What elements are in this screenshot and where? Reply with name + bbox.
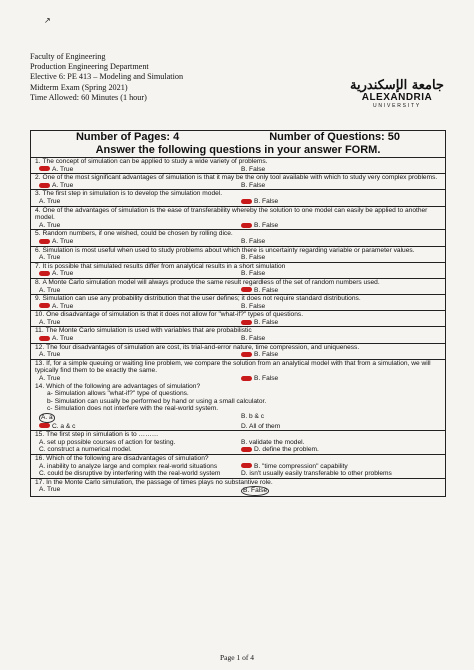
ink-mark — [241, 376, 252, 381]
header-line: Faculty of Engineering — [30, 52, 106, 61]
option-true: A. True — [52, 181, 74, 189]
question-11: 11. The Monte Carlo simulation is used with variables that are probabilistic A. True B. False — [31, 327, 445, 343]
option-false: B. False — [241, 335, 266, 343]
question-text: The first step in simulation is to ……… — [46, 431, 159, 439]
question-5: 5. Random numbers, if one wished, could be chosen by rolling dice. A. True B. False — [31, 230, 445, 246]
ink-mark — [39, 336, 50, 341]
selected-option: B. False — [243, 487, 268, 495]
option-false: B. False — [241, 181, 266, 189]
ink-mark — [39, 271, 50, 276]
question-10: 10. One disadvantage of simulation is that it does not allow for "what-if?" types of questions. A. True B. False — [31, 311, 445, 327]
question-text: Which of the following are disadvantages of simulation? — [46, 454, 209, 462]
ink-mark — [241, 463, 252, 468]
question-12: 12. The four disadvantages of simulation are cost, its trial-and-error nature, time compression, and uniqueness. A. True B. False — [31, 344, 445, 360]
question-13: 13. If, for a simple queuing or waiting line problem, we compare the solution from an analytical model with that from a simulation, we will typically find them to be exactly the same. A. True B. False — [35, 359, 431, 383]
question-16: 16. Which of the following are disadvantages of simulation? A. inability to analyze large and complex real-world situations B. "time compression" capability C. could be disruptive by interfering with the real-world system D. isn't usually easily transferable to other problems — [31, 455, 445, 479]
option: A. True — [39, 486, 61, 494]
logo-name: ALEXANDRIA — [361, 92, 433, 103]
question-15: 15. The first step in simulation is to ……… A. set up possible courses of action for testing. B. validate the model. C. construct a numerical model. D. define the problem. — [31, 431, 445, 455]
option-true: A. True — [39, 221, 61, 229]
option: B. validate the model. — [241, 438, 305, 446]
question-text: The first step in simulation is to develop the simulation model. — [42, 190, 223, 198]
exam-banner — [31, 131, 445, 158]
option-false: B. False — [241, 302, 266, 310]
header-line: Time Allowed: 60 Minutes (1 hour) — [30, 92, 147, 102]
page-footer: Page 1 of 4 — [220, 653, 254, 662]
instruction: Answer the following questions in your answer FORM. — [95, 144, 381, 156]
ink-mark — [39, 303, 50, 308]
logo-arabic: جامعة الإسكندرية — [350, 78, 444, 93]
ink-mark — [39, 239, 50, 244]
question-6: 6. Simulation is most useful when used to study problems about which there is uncertainty regarding variable or parameter values. A. True B. False — [31, 247, 445, 263]
q14-sub: c- Simulation does not interfere with the real-world system. — [47, 405, 219, 413]
option-false: B. False — [241, 165, 266, 173]
question-text: Random numbers, if one wished, could be chosen by rolling dice. — [42, 230, 233, 238]
q14-sub: b- Simulation can usually be performed by hand or using a small calculator. — [47, 397, 267, 405]
option-true: A. True — [39, 318, 61, 326]
question-2: 2. One of the most significant advantages of simulation is that it may be the only tool available with which to study very complex problems. A. True B. False — [31, 174, 445, 190]
selected-option: A. a — [41, 414, 53, 421]
question-text: Simulation can use any probability distribution that the user defines; it does not require standard distributions. — [42, 295, 361, 303]
option: B. "time compression" capability — [254, 462, 348, 470]
option-false: B. False — [254, 375, 279, 383]
question-count: Number of Questions: 50 — [269, 131, 401, 143]
question-7: 7. It is possible that simulated results differ from analytical results in a short simulation A. True B. False — [31, 263, 445, 279]
question-text: If, for a simple queuing or waiting line problem, we compare the solution from an analytical model with that from a simulation, we will typically find them to be exactly the same. — [35, 359, 431, 375]
option-true: A. True — [52, 237, 74, 245]
option-true: A. True — [39, 351, 61, 359]
question-text: It is possible that simulated results differ from analytical results in a short simulation — [42, 262, 286, 270]
question-1: 1. The concept of simulation can be applied to study a wide variety of problems. A. True B. False — [31, 158, 445, 174]
ink-mark — [39, 183, 50, 188]
option: B. b & c — [241, 413, 265, 420]
question-4: 4. One of the advantages of simulation is the ease of transferability whereby the solution to one model can easily be applied to another model. A. True B. False — [31, 207, 445, 231]
option: D. isn't usually easily transferable to other problems — [241, 470, 392, 478]
question-text: The Monte Carlo simulation is used with variables that are probabilistic — [45, 327, 252, 335]
question-text: Simulation is most useful when used to study problems about which there is uncertainty regarding variable or parameter values. — [42, 246, 415, 254]
option: D. define the problem. — [254, 446, 319, 454]
option-true: A. True — [39, 375, 61, 383]
ink-mark — [241, 352, 252, 357]
option-false: B. False — [254, 197, 279, 205]
question-17: 17. In the Monte Carlo simulation, the passage of times plays no substantive role. A. True B. False — [35, 478, 273, 495]
question-8: 8. A Monte Carlo simulation model will always produce the same result regardless of the set of random numbers used. A. True B. False — [31, 279, 445, 295]
option: C. construct a numerical model. — [39, 446, 132, 454]
question-text: A Monte Carlo simulation model will always produce the same result regardless of the set of random numbers used. — [42, 278, 380, 286]
ink-mark — [241, 320, 252, 325]
page-count: Number of Pages: 4 — [75, 131, 180, 143]
question-text: One disadvantage of simulation is that it does not allow for "what-if?" types of questions. — [46, 311, 304, 319]
ink-mark — [39, 166, 50, 171]
logo-sub: UNIVERSITY — [372, 103, 421, 109]
option-true: A. True — [39, 254, 61, 262]
option-false: B. False — [254, 286, 279, 294]
option: A. set up possible courses of action for testing. — [39, 438, 176, 446]
question-text: One of the most significant advantages of simulation is that it may be the only tool available with which to study very complex problems. — [42, 174, 438, 182]
option-false: B. False — [241, 237, 266, 245]
ink-mark — [241, 223, 252, 228]
option-true: A. True — [52, 270, 74, 278]
option: A. inability to analyze large and complex real-world situations — [39, 462, 218, 470]
option-true: A. True — [39, 197, 61, 205]
option-false: B. False — [254, 221, 279, 229]
question-9: 9. Simulation can use any probability distribution that the user defines; it does not require standard distributions. A. True B. False — [31, 295, 445, 311]
exam-header — [30, 52, 183, 103]
question-text: One of the advantages of simulation is the ease of transferability whereby the solution to one model can easily be applied to another model. — [35, 206, 428, 222]
question-text: Which of the following are advantages of simulation? — [46, 382, 201, 390]
corner-mark: ↗ — [44, 16, 51, 25]
q14-sub: a- Simulation allows "what-if?" type of questions. — [47, 390, 189, 398]
header-line: Elective 6: PE 413 – Modeling and Simulation — [30, 72, 184, 82]
header-line: Production Engineering Department — [30, 62, 149, 72]
option-false: B. False — [254, 351, 279, 359]
question-text: The concept of simulation can be applied to study a wide variety of problems. — [42, 158, 268, 165]
question-3: 3. The first step in simulation is to develop the simulation model. A. True B. False — [31, 190, 445, 206]
option-true: A. True — [52, 335, 74, 343]
option: C. could be disruptive by interfering with the real-world system — [39, 470, 221, 478]
option-true: A. True — [52, 165, 74, 173]
option-true: A. True — [52, 302, 74, 310]
option: D. All of them — [241, 422, 281, 430]
ink-mark — [241, 447, 252, 452]
header-line: Midterm Exam (Spring 2021) — [30, 82, 128, 92]
option-false: B. False — [241, 254, 266, 262]
university-logo — [338, 78, 456, 109]
question-14: 14. Which of the following are advantages of simulation? a- Simulation allows "what-if?" type of questions. b- Simulation can usually be performed by hand or using a small calculator. c- Simulation does not interfere with the real-world system. A. a B. b & c C. a & c D. All of them — [31, 383, 445, 432]
question-sheet — [30, 130, 446, 497]
option-false: B. False — [241, 270, 266, 278]
option: C. a & c — [52, 422, 76, 430]
ink-mark — [241, 199, 252, 204]
ink-mark — [39, 423, 50, 428]
question-text: In the Monte Carlo simulation, the passage of times plays no substantive role. — [46, 478, 273, 486]
option-false: B. False — [254, 318, 279, 326]
option-true: A. True — [39, 286, 61, 294]
ink-mark — [241, 287, 252, 292]
question-text: The four disadvantages of simulation are cost, its trial-and-error nature, time compression, and uniqueness. — [46, 343, 360, 351]
